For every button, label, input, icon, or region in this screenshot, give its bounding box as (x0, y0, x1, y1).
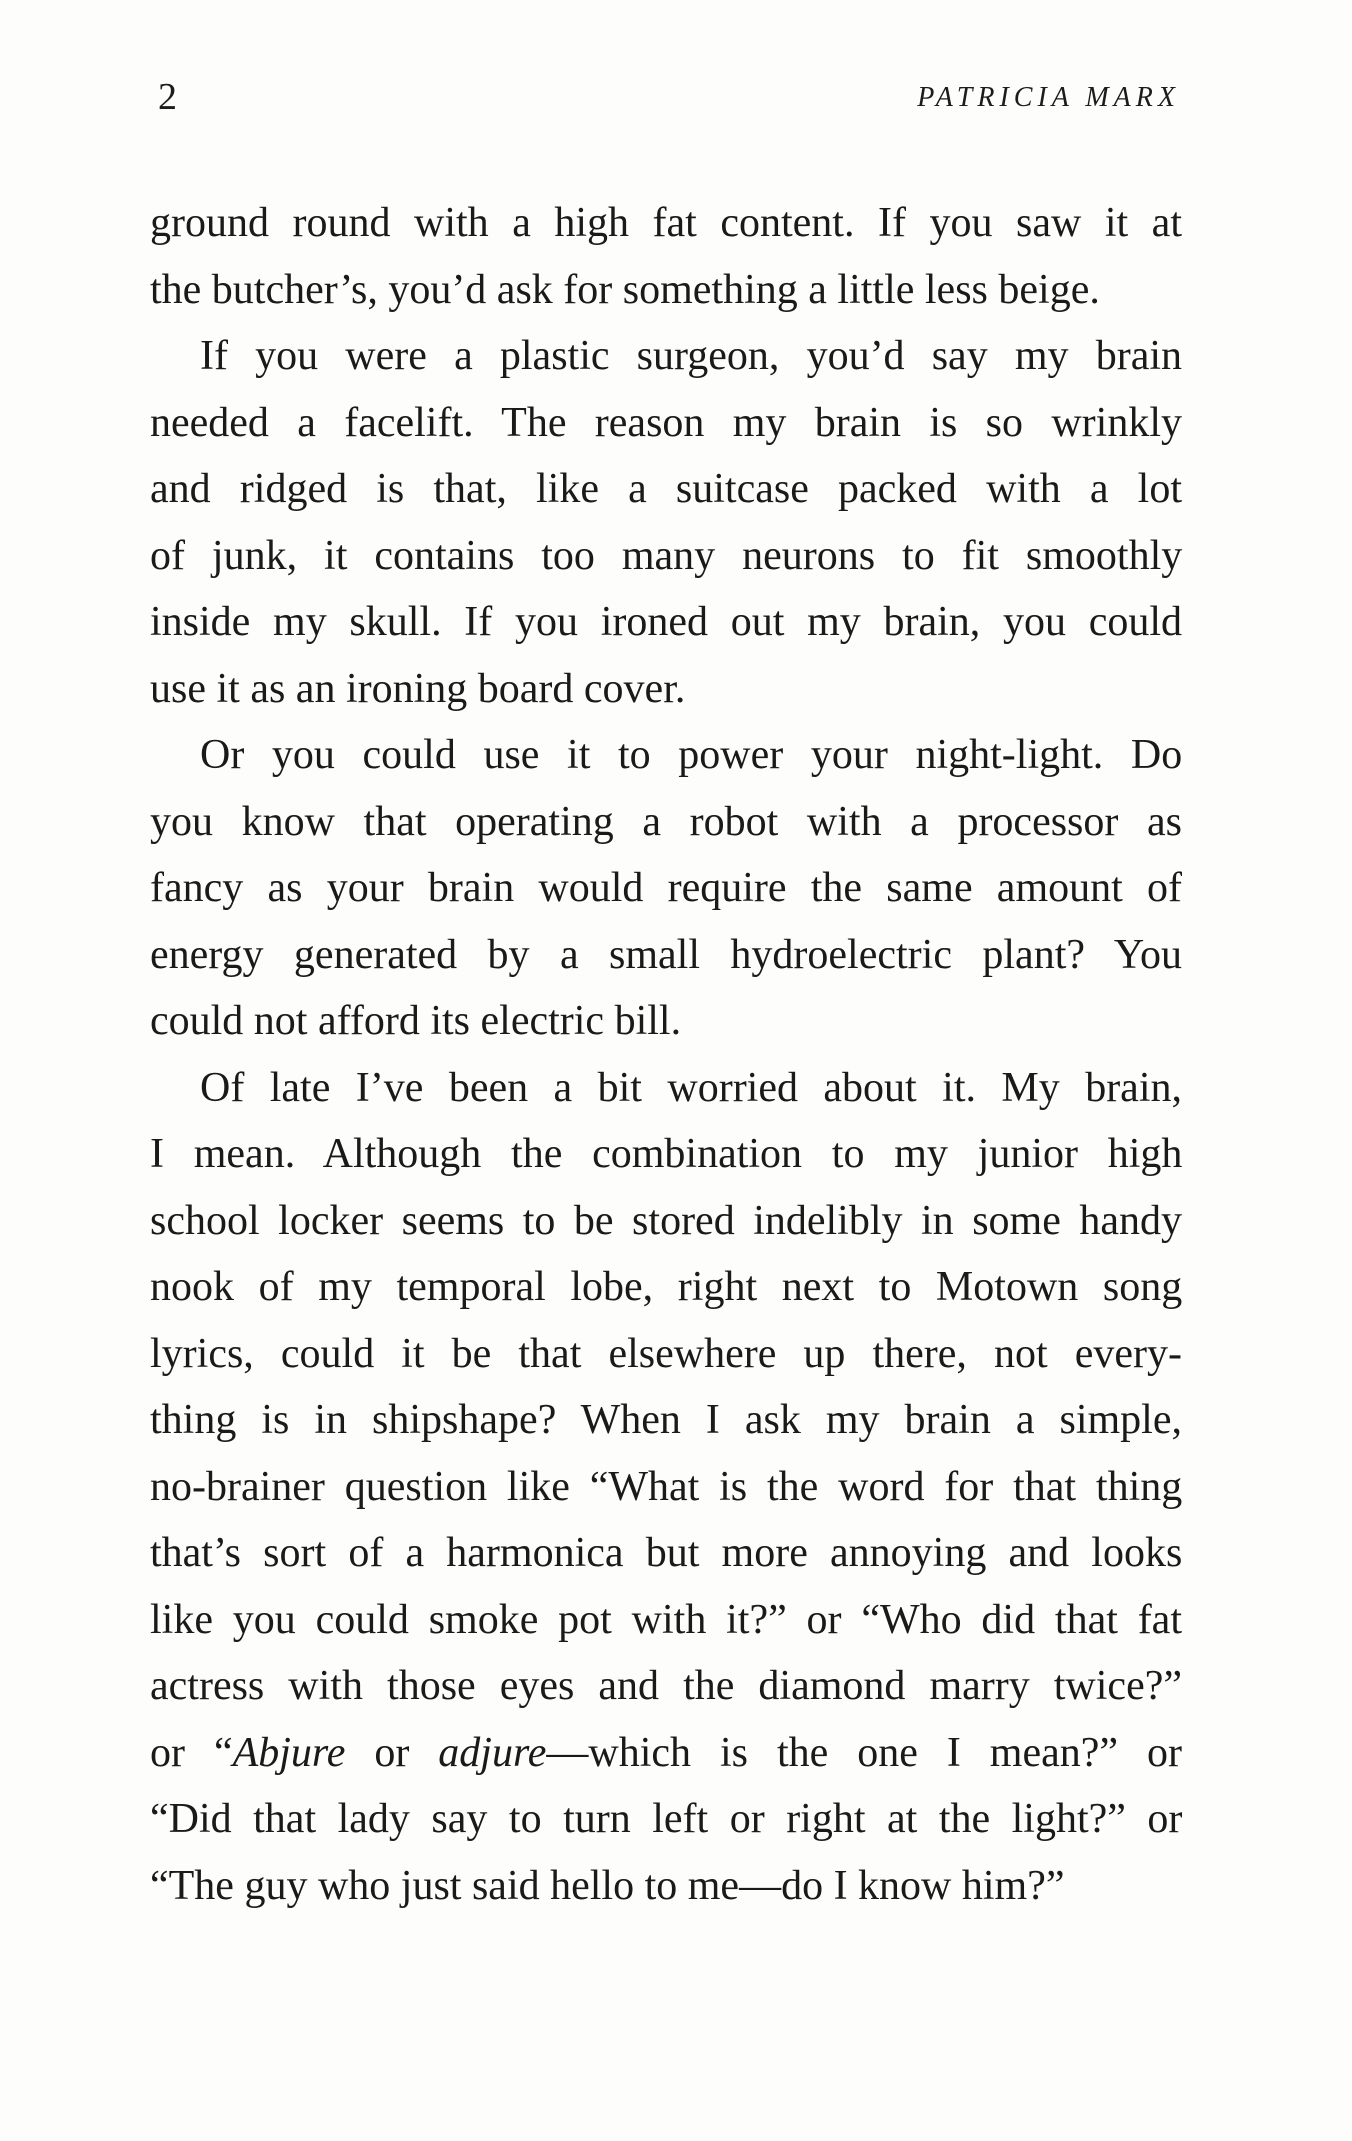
italic-word: Abjure (232, 1729, 346, 1776)
text-fragment: or “ (150, 1729, 233, 1776)
text-line: “Did that lady say to turn left or right at the light?” or (150, 1796, 1183, 1842)
italic-word: adjure (438, 1729, 547, 1776)
page-number: 2 (158, 76, 177, 118)
text-line: and ridged is that, like a suitcase packed with a lot (150, 466, 1182, 512)
text-line: Or you could use it to power your night-light. Do (200, 732, 1183, 778)
text-line: like you could smoke pot with it?” or “Who did that fat (150, 1596, 1182, 1643)
text-fragment: —which is the one I mean?” or (546, 1729, 1182, 1776)
text-line: ground round with a high fat content. If you saw it at (150, 200, 1182, 246)
text-line: school locker seems to be stored indelibly in some handy (150, 1197, 1182, 1244)
text-line: you know that operating a robot with a processor as (150, 798, 1182, 845)
text-line: “The guy who just said hello to me—do I know him?” (150, 1862, 1065, 1909)
running-head (150, 74, 1180, 124)
paragraph-1 (150, 190, 1182, 323)
body-text (150, 190, 1182, 1919)
text-line: nook of my temporal lobe, right next to Motown song (150, 1264, 1183, 1310)
text-line: lyrics, could it be that elsewhere up there, not every- (150, 1330, 1182, 1377)
running-head-author: PATRICIA MARX (917, 82, 1180, 113)
text-line: no-brainer question like “What is the word for that thing (150, 1463, 1183, 1510)
text-line-italic-words (150, 1720, 1182, 1787)
paragraph-3 (150, 722, 1182, 1055)
text-line: the butcher’s, you’d ask for something a little less beige. (150, 266, 1100, 313)
text-line: If you were a plastic surgeon, you’d say my brain (200, 333, 1183, 379)
text-line: use it as an ironing board cover. (150, 665, 686, 712)
text-line: of junk, it contains too many neurons to fit smoothly (150, 532, 1183, 579)
text-line: Of late I’ve been a bit worried about it. My brain, (200, 1064, 1182, 1111)
text-line: I mean. Although the combination to my junior high (150, 1131, 1183, 1177)
text-line: could not afford its electric bill. (150, 998, 682, 1044)
text-line: inside my skull. If you ironed out my brain, you could (150, 599, 1182, 645)
text-line: needed a facelift. The reason my brain is so wrinkly (150, 399, 1182, 446)
text-fragment: or (345, 1729, 439, 1776)
paragraph-2 (150, 323, 1182, 722)
text-line: actress with those eyes and the diamond marry twice?” (150, 1663, 1182, 1709)
text-line: thing is in shipshape? When I ask my brain a simple, (150, 1397, 1182, 1443)
text-line: fancy as your brain would require the same amount of (150, 865, 1182, 911)
text-line: energy generated by a small hydroelectric plant? You (150, 931, 1182, 978)
text-line: that’s sort of a harmonica but more annoying and looks (150, 1530, 1183, 1576)
paragraph-4 (150, 1055, 1182, 1920)
